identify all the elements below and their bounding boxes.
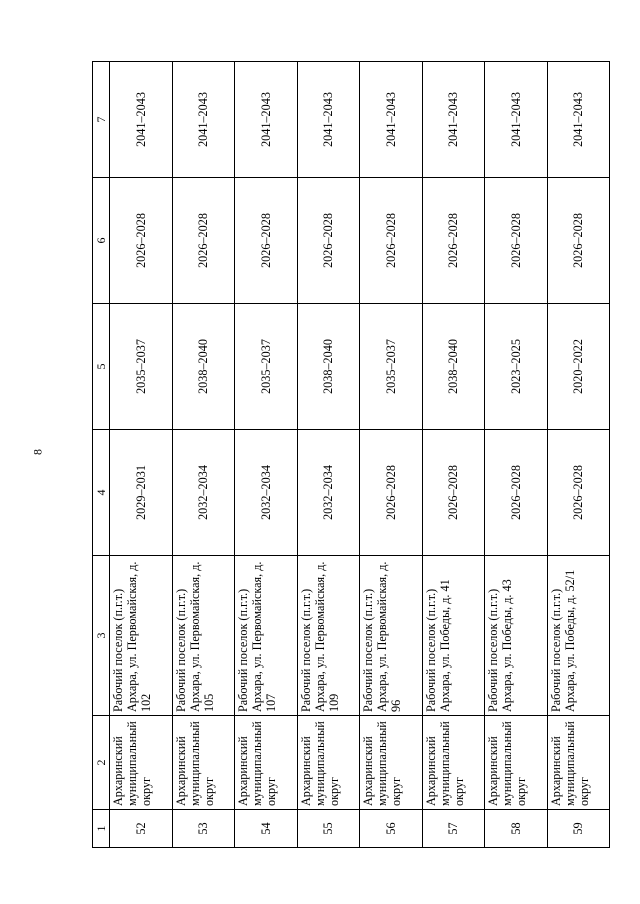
district-cell: Архаринский муниципальный округ xyxy=(297,716,360,810)
period-cell-col4: 2026–2028 xyxy=(485,430,548,556)
period-cell-col7: 2041–2043 xyxy=(172,62,235,178)
row-number-cell: 54 xyxy=(235,810,298,848)
address-cell: Рабочий поселок (п.г.т.) Архара, ул. Первомайская, д. 102 xyxy=(110,556,173,716)
period-cell-col6: 2026–2028 xyxy=(547,178,610,304)
period-cell-col5: 2038–2040 xyxy=(422,304,485,430)
period-cell-col7: 2041–2043 xyxy=(297,62,360,178)
header-row xyxy=(93,62,110,848)
period-cell-col4: 2032–2034 xyxy=(172,430,235,556)
address-cell: Рабочий поселок (п.г.т.) Архара, ул. Первомайская, д. 107 xyxy=(235,556,298,716)
column-header: 3 xyxy=(93,556,110,716)
row-number-cell: 55 xyxy=(297,810,360,848)
period-cell-col6: 2026–2028 xyxy=(297,178,360,304)
period-cell-col6: 2026–2028 xyxy=(235,178,298,304)
period-cell-col5: 2035–2037 xyxy=(360,304,423,430)
table-row xyxy=(172,62,235,848)
column-header: 4 xyxy=(93,430,110,556)
page-number: 8 xyxy=(30,449,45,455)
period-cell-col4: 2026–2028 xyxy=(547,430,610,556)
period-cell-col5: 2023–2025 xyxy=(485,304,548,430)
period-cell-col7: 2041–2043 xyxy=(547,62,610,178)
period-cell-col7: 2041–2043 xyxy=(360,62,423,178)
district-cell: Архаринский муниципальный округ xyxy=(360,716,423,810)
period-cell-col7: 2041–2043 xyxy=(422,62,485,178)
column-header: 5 xyxy=(93,304,110,430)
period-cell-col7: 2041–2043 xyxy=(485,62,548,178)
period-cell-col5: 2038–2040 xyxy=(297,304,360,430)
column-header: 2 xyxy=(93,716,110,810)
period-cell-col4: 2026–2028 xyxy=(422,430,485,556)
district-cell: Архаринский муниципальный округ xyxy=(485,716,548,810)
period-cell-col6: 2026–2028 xyxy=(172,178,235,304)
row-number-cell: 56 xyxy=(360,810,423,848)
district-cell: Архаринский муниципальный округ xyxy=(110,716,173,810)
address-cell: Рабочий поселок (п.г.т.) Архара, ул. Победы, д. 41 xyxy=(422,556,485,716)
period-cell-col5: 2038–2040 xyxy=(172,304,235,430)
row-number-cell: 59 xyxy=(547,810,610,848)
period-cell-col5: 2035–2037 xyxy=(110,304,173,430)
district-cell: Архаринский муниципальный округ xyxy=(422,716,485,810)
period-cell-col4: 2032–2034 xyxy=(297,430,360,556)
column-header: 1 xyxy=(93,810,110,848)
period-cell-col6: 2026–2028 xyxy=(422,178,485,304)
period-cell-col6: 2026–2028 xyxy=(360,178,423,304)
period-cell-col4: 2029–2031 xyxy=(110,430,173,556)
table-row xyxy=(110,62,173,848)
district-cell: Архаринский муниципальный округ xyxy=(172,716,235,810)
row-number-cell: 52 xyxy=(110,810,173,848)
table-row xyxy=(235,62,298,848)
column-header: 6 xyxy=(93,178,110,304)
period-cell-col5: 2035–2037 xyxy=(235,304,298,430)
address-cell: Рабочий поселок (п.г.т.) Архара, ул. Первомайская, д. 96 xyxy=(360,556,423,716)
table-row xyxy=(485,62,548,848)
table-container xyxy=(92,62,610,848)
row-number-cell: 58 xyxy=(485,810,548,848)
table-row xyxy=(547,62,610,848)
row-number-cell: 57 xyxy=(422,810,485,848)
period-cell-col6: 2026–2028 xyxy=(485,178,548,304)
table-row xyxy=(422,62,485,848)
housing-register-table xyxy=(92,61,610,848)
address-cell: Рабочий поселок (п.г.т.) Архара, ул. Победы, д. 52/1 xyxy=(547,556,610,716)
period-cell-col7: 2041–2043 xyxy=(235,62,298,178)
period-cell-col4: 2032–2034 xyxy=(235,430,298,556)
address-cell: Рабочий поселок (п.г.т.) Архара, ул. Победы, д. 43 xyxy=(485,556,548,716)
column-header: 7 xyxy=(93,62,110,178)
district-cell: Архаринский муниципальный округ xyxy=(235,716,298,810)
period-cell-col7: 2041–2043 xyxy=(110,62,173,178)
table-row xyxy=(297,62,360,848)
table-row xyxy=(360,62,423,848)
address-cell: Рабочий поселок (п.г.т.) Архара, ул. Первомайская, д. 105 xyxy=(172,556,235,716)
address-cell: Рабочий поселок (п.г.т.) Архара, ул. Первомайская, д. 109 xyxy=(297,556,360,716)
district-cell: Архаринский муниципальный округ xyxy=(547,716,610,810)
period-cell-col5: 2020–2022 xyxy=(547,304,610,430)
period-cell-col4: 2026–2028 xyxy=(360,430,423,556)
period-cell-col6: 2026–2028 xyxy=(110,178,173,304)
row-number-cell: 53 xyxy=(172,810,235,848)
